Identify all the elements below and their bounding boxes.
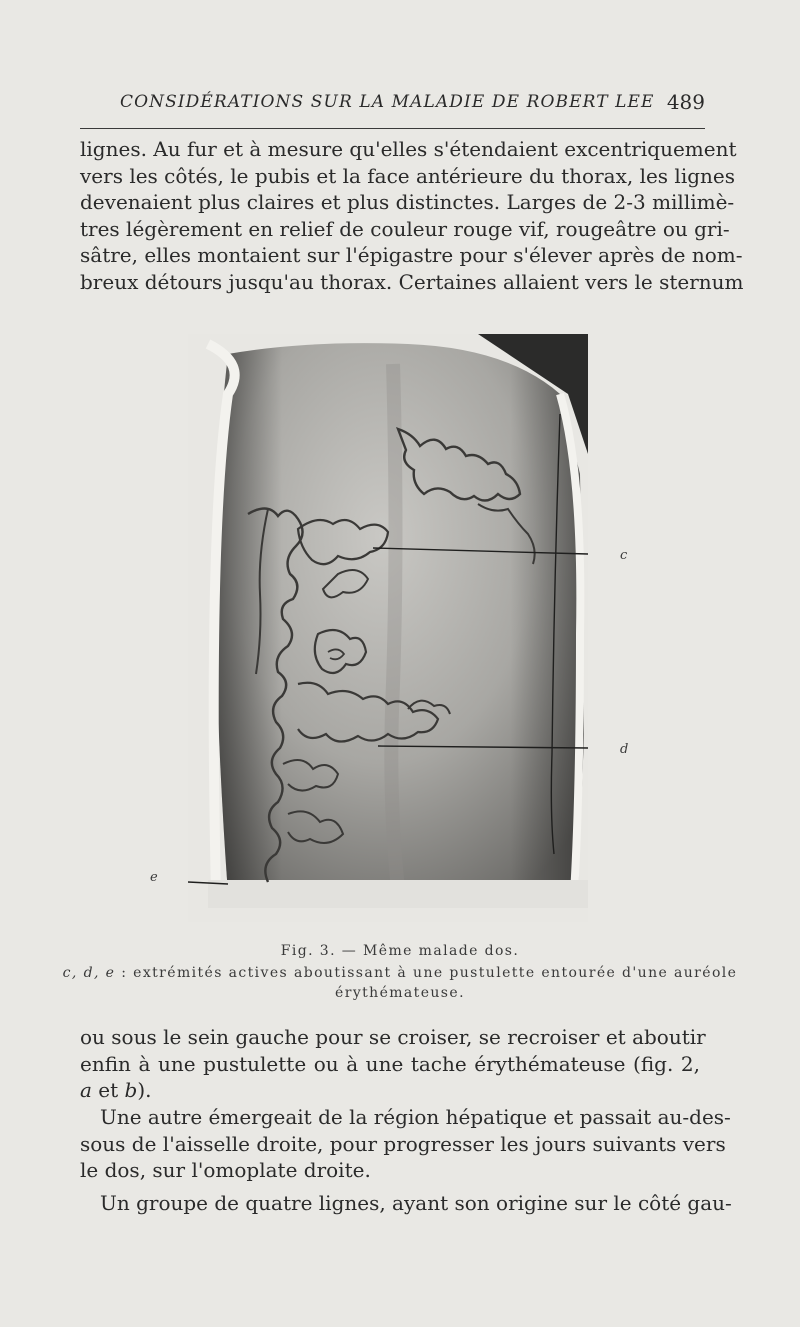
- page-number: 489: [666, 90, 705, 114]
- text-line: tres légèrement en relief de couleur rouge vif, rougeâtre ou gri-: [80, 216, 730, 241]
- paragraph-2: [80, 1104, 731, 1184]
- text-fragment: ).: [137, 1078, 152, 1102]
- text-line: sous de l'aisselle droite, pour progresser les jours suivants vers: [80, 1131, 726, 1156]
- paragraph-1: [80, 1024, 706, 1104]
- figure-photograph: [188, 334, 588, 922]
- figure-caption-line: [60, 965, 740, 982]
- figure-label-e: e: [150, 870, 158, 885]
- text-line: lignes. Au fur et à mesure qu'elles s'étendaient excentriquement: [80, 137, 737, 161]
- paragraph-top: [80, 136, 744, 295]
- text-line: Un groupe de quatre lignes, ayant son origine sur le côté gau-: [100, 1191, 732, 1215]
- running-head: [80, 88, 705, 129]
- ref-a: a: [80, 1078, 92, 1102]
- text-line: breux détours jusqu'au thorax. Certaines allaient vers le sternum: [80, 269, 744, 294]
- text-fragment: et: [91, 1078, 125, 1102]
- figure-3: [180, 330, 600, 930]
- ref-b: b: [124, 1078, 138, 1102]
- running-title: CONSIDÉRATIONS SUR LA MALADIE DE ROBERT LEE: [120, 92, 655, 112]
- caption-letters: c, d, e: [62, 965, 116, 981]
- text-line: le dos, sur l'omoplate droite.: [80, 1158, 371, 1182]
- figure-label-d: d: [620, 742, 629, 757]
- text-line: enfin à une pustulette ou à une tache érythémateuse (fig. 2,: [80, 1051, 700, 1076]
- text-line: sâtre, elles montaient sur l'épigastre pour s'élever après de nom-: [80, 243, 743, 267]
- text-line: ou sous le sein gauche pour se croiser, se recroiser et aboutir: [80, 1025, 706, 1049]
- paragraph-3: [80, 1190, 732, 1217]
- caption-text: : extrémités actives aboutissant à une pustulette entourée d'une auréole: [115, 965, 738, 981]
- figure-label-c: c: [620, 548, 628, 563]
- text-line: devenaient plus claires et plus distinctes. Larges de 2-3 millimè-: [80, 190, 735, 214]
- figure-caption-title: Fig. 3. — Même malade dos.: [280, 943, 520, 959]
- text-line: vers les côtés, le pubis et la face antérieure du thorax, les lignes: [80, 163, 735, 188]
- text-line: Une autre émergeait de la région hépatique et passait au-des-: [100, 1105, 731, 1129]
- figure-caption-end: érythémateuse.: [335, 985, 465, 1001]
- text-line: [80, 1077, 700, 1104]
